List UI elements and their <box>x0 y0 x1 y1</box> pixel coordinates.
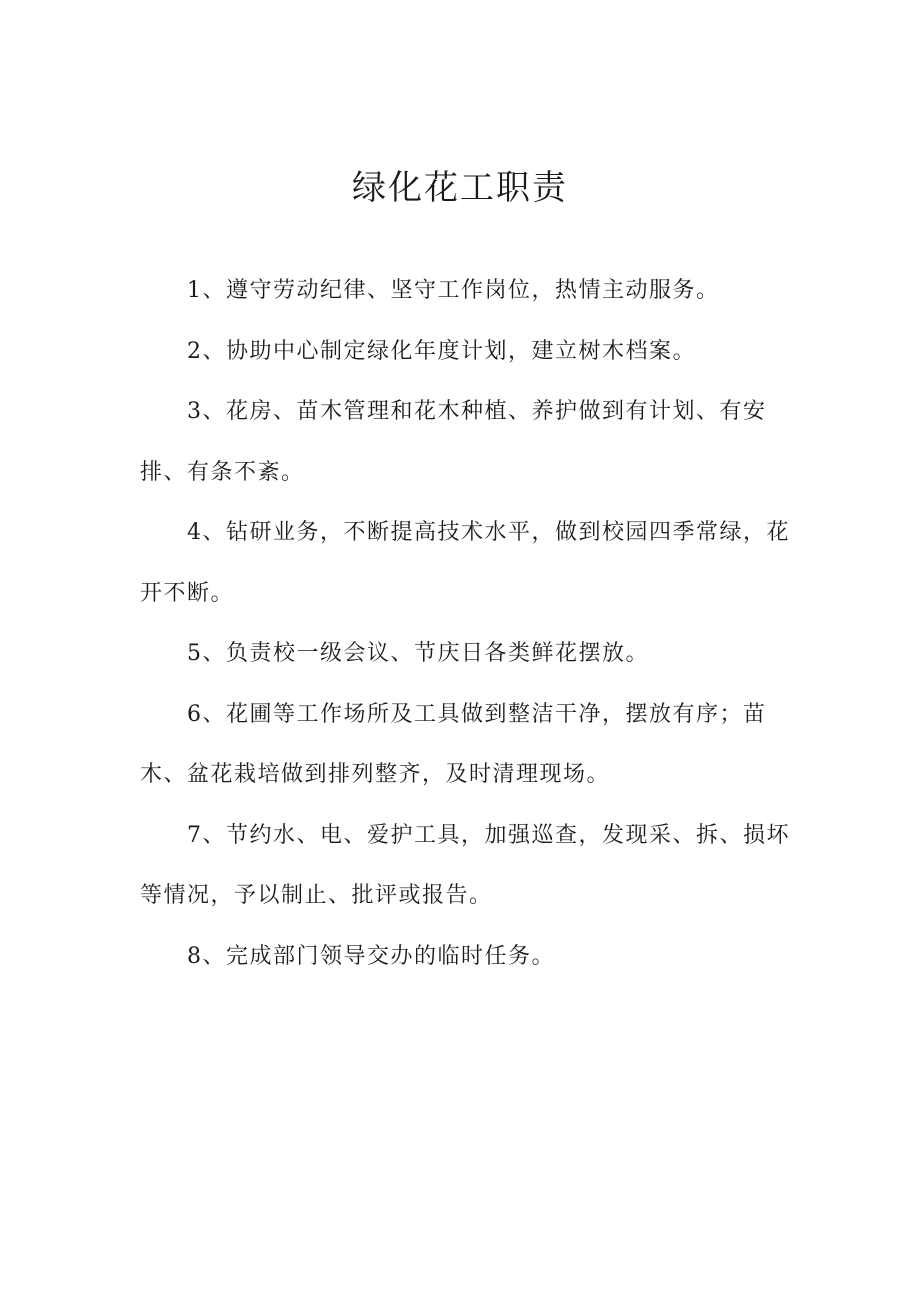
duty-item-6: 6、花圃等工作场所及工具做到整洁干净，摆放有序；苗木、盆花栽培做到排列整齐，及时清理现场。 <box>140 701 767 787</box>
duty-item-7: 7、节约水、电、爱护工具，加强巡查，发现采、拆、损坏等情况，予以制止、批评或报告。 <box>140 822 790 908</box>
duty-item-1: 1、遵守劳动纪律、坚守工作岗位，热情主动服务。 <box>187 278 720 303</box>
duty-item-5: 5、负责校一级会议、节庆日各类鲜花摆放。 <box>187 641 649 666</box>
document-title: 绿化花工职责 <box>352 168 568 208</box>
duty-list <box>140 261 800 987</box>
duty-item-8: 8、完成部门领导交办的临时任务。 <box>187 943 555 969</box>
duty-item-3: 3、花房、苗木管理和花木种植、养护做到有计划、有安排、有条不紊。 <box>140 399 767 485</box>
duty-item-4: 4、钻研业务，不断提高技术水平，做到校园四季常绿，花开不断。 <box>140 520 790 606</box>
duty-item-2: 2、协助中心制定绿化年度计划，建立树木档案。 <box>187 338 696 364</box>
